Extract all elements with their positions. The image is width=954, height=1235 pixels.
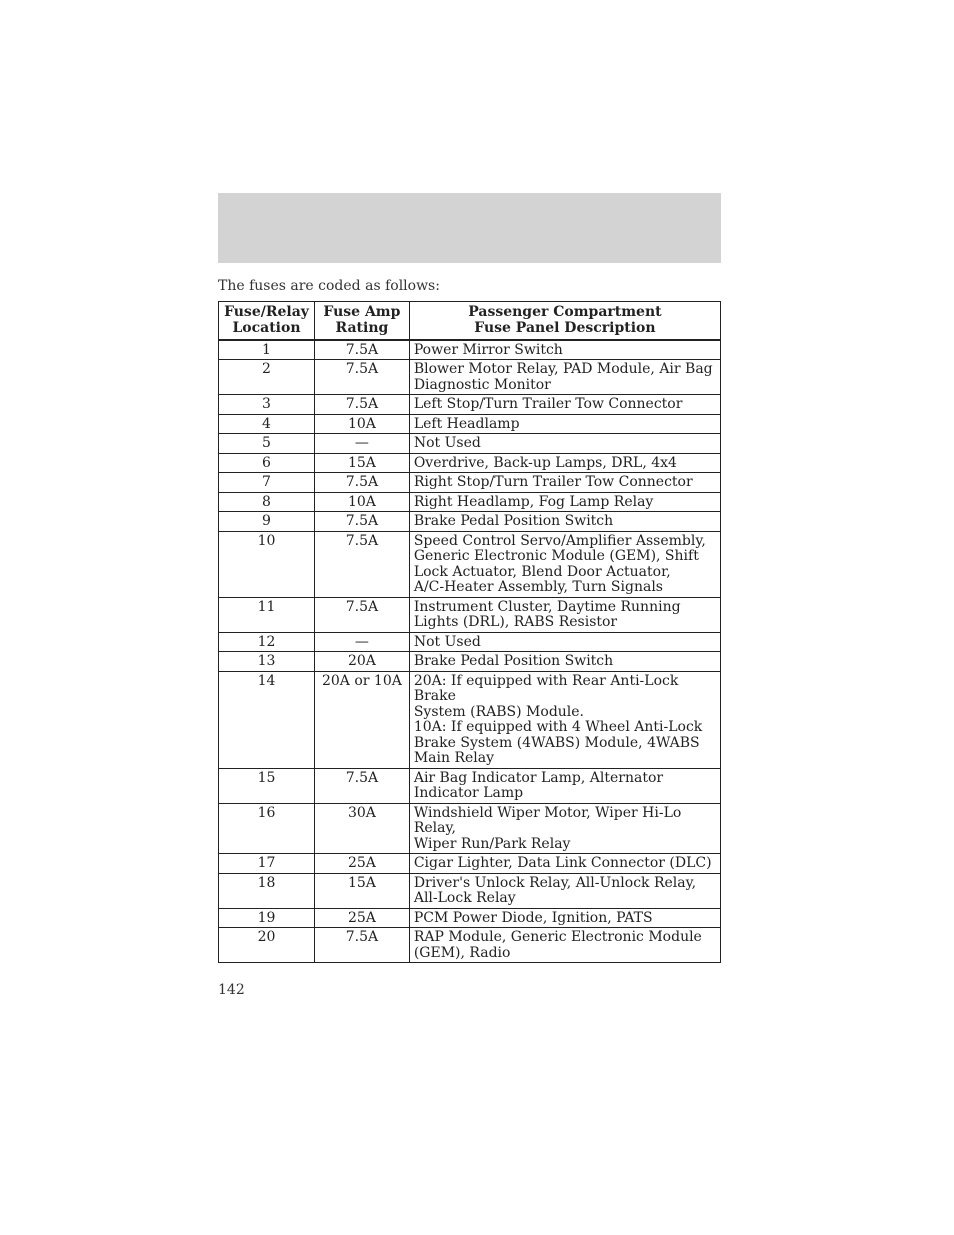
fuse-amp-rating: 15A [314,453,409,473]
table-row [219,434,721,454]
header-amp-line1: Fuse Amp [323,304,401,321]
fuse-description-line: 20A: If equipped with Rear Anti-Lock Brake [413,672,679,704]
fuse-location: 8 [219,492,315,512]
fuse-amp-rating: 25A [314,908,409,928]
fuse-description-line: Not Used [413,633,481,650]
fuse-description [409,671,720,768]
fuse-location: 13 [219,652,315,672]
table-row [219,597,721,632]
fuse-location: 15 [219,768,315,803]
header-location-line2: Location [232,319,301,336]
table-row [219,414,721,434]
fuse-description-line: 10A: If equipped with 4 Wheel Anti-Lock [413,719,703,735]
table-row [219,908,721,928]
fuse-description-line: Left Stop/Turn Trailer Tow Connector [413,396,683,412]
fuse-description [409,632,720,652]
fuse-description [409,873,720,908]
table-row [219,531,721,597]
fuse-description [409,531,720,597]
fuse-location: 1 [219,340,315,360]
fuse-description [409,512,720,532]
fuse-description-line: Brake System (4WABS) Module, 4WABS [413,734,700,751]
fuse-location: 16 [219,803,315,854]
table-row [219,768,721,803]
fuse-amp-rating: 7.5A [314,473,409,493]
fuse-amp-rating: 7.5A [314,340,409,360]
fuse-description-line: System (RABS) Module. [413,703,585,720]
fuse-amp-rating: 25A [314,854,409,874]
fuse-description [409,434,720,454]
fuse-description-line: Air Bag Indicator Lamp, Alternator [413,769,664,786]
fuse-location: 6 [219,453,315,473]
fuse-amp-rating: 7.5A [314,531,409,597]
table-row [219,340,721,360]
table-row [219,671,721,768]
fuse-amp-rating: 7.5A [314,768,409,803]
fuse-description-line: Brake Pedal Position Switch [413,653,614,669]
fuse-description [409,803,720,854]
fuse-location: 11 [219,597,315,632]
fuse-location: 12 [219,632,315,652]
fuse-amp-rating: 15A [314,873,409,908]
fuse-description-line: A/C-Heater Assembly, Turn Signals [413,579,663,595]
fuse-description [409,414,720,434]
fuse-description [409,492,720,512]
fuse-amp-rating: 7.5A [314,928,409,963]
table-header-row [219,302,721,340]
fuse-location: 17 [219,854,315,874]
fuse-description-line: Left Headlamp [413,415,520,432]
fuse-location: 3 [219,395,315,415]
header-amp-line2: Rating [335,319,389,336]
fuse-description [409,928,720,963]
header-amp-rating [314,302,409,340]
fuse-description-line: Not Used [413,435,481,451]
fuse-description [409,360,720,395]
fuse-description-line: Speed Control Servo/Amplifier Assembly, [413,532,706,549]
table-row [219,632,721,652]
fuse-description [409,768,720,803]
table-row [219,928,721,963]
fuse-description-line: Right Stop/Turn Trailer Tow Connector [413,474,693,490]
fuse-amp-rating: 20A [314,652,409,672]
fuse-amp-rating: 7.5A [314,597,409,632]
table-row [219,803,721,854]
fuse-location: 19 [219,908,315,928]
fuse-description [409,908,720,928]
fuse-location: 4 [219,414,315,434]
table-row [219,854,721,874]
fuse-amp-rating: 20A or 10A [314,671,409,768]
table-row [219,360,721,395]
fuse-description [409,395,720,415]
fuse-amp-rating: 10A [314,414,409,434]
fuse-amp-rating: 7.5A [314,360,409,395]
fuse-description-line: Blower Motor Relay, PAD Module, Air Bag [413,361,713,377]
table-row [219,492,721,512]
header-desc-line2: Fuse Panel Description [474,319,656,336]
fuse-description-line: Diagnostic Monitor [413,376,551,393]
header-location [219,302,315,340]
fuse-location: 20 [219,928,315,963]
fuse-table [218,301,721,963]
fuse-amp-rating: 10A [314,492,409,512]
fuse-description [409,652,720,672]
fuse-description-line: Cigar Lighter, Data Link Connector (DLC) [413,855,712,871]
fuse-description-line: All-Lock Relay [413,890,516,906]
fuse-location: 2 [219,360,315,395]
fuse-location: 10 [219,531,315,597]
header-location-line1: Fuse/Relay [224,304,309,321]
fuse-description-line: Main Relay [413,750,495,766]
fuse-location: 9 [219,512,315,532]
fuse-description [409,453,720,473]
fuse-description-line: Lights (DRL), RABS Resistor [413,614,618,630]
fuse-description-line: Brake Pedal Position Switch [413,513,614,529]
intro-text: The fuses are coded as follows: [218,278,440,294]
fuse-description-line: Lock Actuator, Blend Door Actuator, [413,563,671,580]
fuse-description-line: Windshield Wiper Motor, Wiper Hi-Lo Relay, [413,804,682,836]
fuse-description [409,340,720,360]
table-row [219,473,721,493]
header-description [409,302,720,340]
fuse-amp-rating: 30A [314,803,409,854]
fuse-rows [219,340,721,963]
fuse-description-line: Overdrive, Back-up Lamps, DRL, 4x4 [413,454,677,471]
table-row [219,453,721,473]
fuse-description-line: Instrument Cluster, Daytime Running [413,598,681,615]
table-row [219,395,721,415]
fuse-location: 14 [219,671,315,768]
fuse-amp-rating: 7.5A [314,512,409,532]
table-row [219,873,721,908]
fuse-amp-rating: 7.5A [314,395,409,415]
fuse-description-line: PCM Power Diode, Ignition, PATS [413,909,653,926]
fuse-location: 5 [219,434,315,454]
header-desc-line1: Passenger Compartment [468,304,662,321]
fuse-description-line: Wiper Run/Park Relay [413,835,571,852]
table-row [219,652,721,672]
fuse-description-line: (GEM), Radio [413,944,511,961]
fuse-description-line: RAP Module, Generic Electronic Module [413,929,702,945]
fuse-amp-rating: — [314,434,409,454]
fuse-description [409,473,720,493]
fuse-description [409,854,720,874]
fuse-amp-rating: — [314,632,409,652]
fuse-description-line: Right Headlamp, Fog Lamp Relay [413,493,654,510]
page-number: 142 [218,982,245,998]
fuse-location: 7 [219,473,315,493]
fuse-description-line: Power Mirror Switch [413,341,563,358]
table-row [219,512,721,532]
fuse-description-line: Indicator Lamp [413,785,524,801]
fuse-description-line: Driver's Unlock Relay, All-Unlock Relay, [413,874,697,891]
header-band [218,193,721,263]
fuse-description-line: Generic Electronic Module (GEM), Shift [413,548,699,564]
fuse-description [409,597,720,632]
fuse-location: 18 [219,873,315,908]
